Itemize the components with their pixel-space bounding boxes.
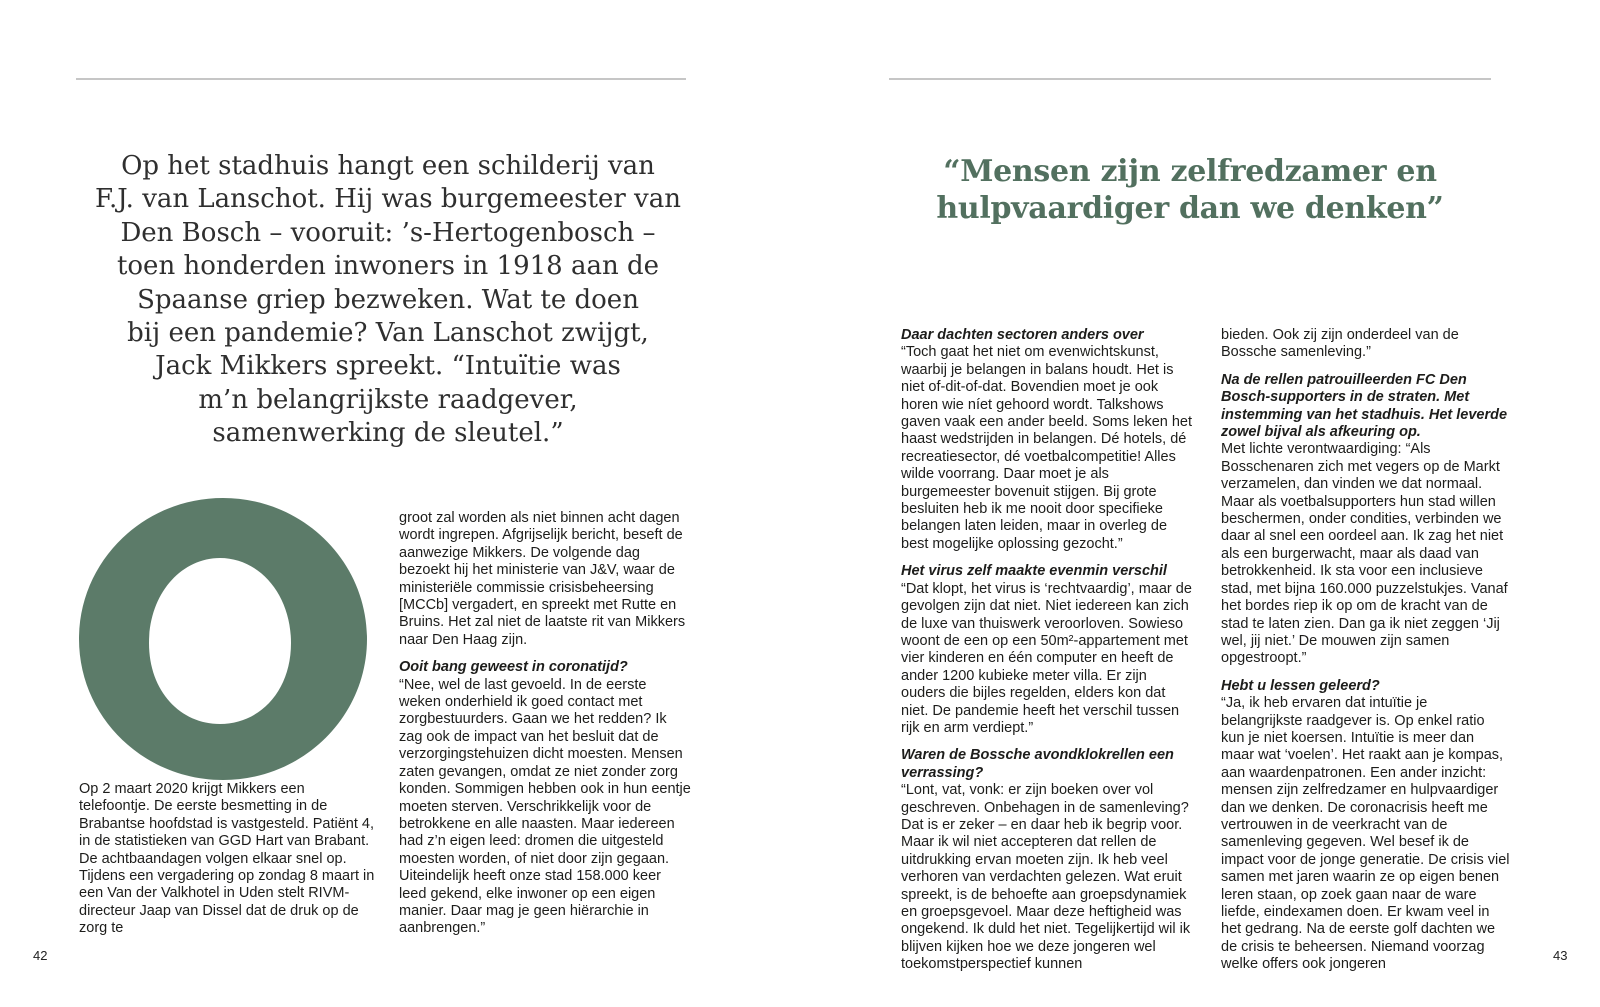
headline-line: “Mensen zijn zelfredzamer en	[943, 154, 1437, 189]
body-paragraph: Met lichte verontwaardiging: “Als Bosschenaren zich met vegers op de Markt verzamelen, dan vinden we dat normaal. Maar als voetbalsupporters hun stad willen beschermen, onder condities, verbinden we daar al snel een oordeel aan. Ik zag het niet als een burgerwacht, maar als daad van betrokkenheid. Ik sta voor een inclusieve stad, met bijna 160.000 puzzelstukjes. Vanaf het bordes riep ik op om de kracht van de stad te laten zien. Dan ga ik niet zeggen ‘Jij wel, jij niet.’ De mouwen zijn samen opgestroopt.”	[1221, 441, 1508, 667]
pull-quote-line: Spaanse griep bezweken. Wat te doen	[137, 284, 639, 315]
section-heading: Het virus zelf maakte evenmin verschil	[901, 563, 1167, 580]
body-paragraph: “Ja, ik heb ervaren dat intuïtie je belangrijkste raadgever is. Op enkel ratio kun je niet koersen. Intuïtie is meer dan maar wat ‘voelen’. Het raakt aan je kompas, aan waardenpatronen. Een ander inzicht: mensen zijn zelfredzamer en hulpvaardiger dan we denken. De coronacrisis heeft me vertrouwen in de veerkracht van de samenleving gegeven. Wel besef ik de impact voor de jonge generatie. De crisis viel samen met jaren waarin ze op eigen benen leren staan, op zoek gaan naar de ware liefde, eindexamen doen. Er kwam veel in het gedrang. Na de eerste golf dachten we de crisis te beheersen. Niemand voorzag welke offers ook jongeren	[1221, 695, 1510, 973]
pull-quote-line: Op het stadhuis hangt een schilderij van	[121, 151, 655, 181]
pull-quote-line: Den Bosch – vooruit: ’s-Hertogenbosch –	[120, 217, 656, 248]
section-heading: Daar dachten sectoren anders over	[901, 327, 1144, 343]
lead-in-paragraph: Na de rellen patrouilleerden FC Den Bosch-supporters in de straten. Met instemming van het stadhuis. Het leverde zowel bijval als afkeuring op.	[1221, 371, 1508, 441]
page-number-42: 42	[33, 948, 48, 963]
body-paragraph: “Toch gaat het niet om evenwichtskunst, waarbij je belangen in balans houdt. Het is niet of-dit-of-dat. Bovendien moet je ook horen wie níet gehoord wordt. Talkshows gaven vaak een ander beeld. Soms leken het haast wedstrijden in belangen. Dé hotels, dé recreatiesector, dé voetbalcompetitie! Alles wilde voorrang. Daar moet je als burgemeester bovenuit stijgen. Bij grote besluiten heb ik me nooit door specifieke belangen laten leiden, maar in overleg de best mogelijke oplossing gezocht.”	[901, 344, 1193, 552]
intro-paragraph: Op 2 maart 2020 krijgt Mikkers een telefoontje. De eerste besmetting in de Brabantse hoofdstad is vastgesteld. Patiënt 4, in de statistieken van GGD Hart van Brabant. De achtbaandagen volgen elkaar snel op. Tijdens een vergadering op zondag 8 maart in een Van der Valkhotel in Uden stelt RIVM-directeur Jaap van Dissel dat de druk op de zorg te	[79, 781, 375, 937]
dropcap-o-graphic	[79, 498, 367, 785]
section-heading: Waren de Bossche avondklokrellen een verrassing?	[901, 747, 1174, 781]
section-heading: Ooit bang geweest in coronatijd?	[399, 659, 628, 676]
pull-quote-line: F.J. van Lanschot. Hij was burgemeester van	[95, 184, 681, 215]
left-page-column-2	[399, 510, 692, 938]
pull-quote	[73, 150, 703, 451]
pull-quote-line: Jack Mikkers spreekt. “Intuïtie was	[155, 351, 621, 382]
body-paragraph: “Nee, wel de last gevoeld. In de eerste weken onderhield ik goed contact met zorgbestuurders. Gaan we het redden? Ik zag ook de impact van het besluit dat de verzorgingstehuizen dicht moesten. Mensen zaten gevangen, omdat ze niet zonder zorg konden. Sommigen hebben ook in hun eentje moeten sterven. Verschrikkelijk voor de betrokkene en alle naasten. Maar iedereen had z’n eigen leed: dromen die uitgesteld moesten worden, of niet door zijn gegaan. Uiteindelijk heeft onze stad 158.000 keer leed gekend, elke inwoner op een eigen manier. Daar mag je geen hiërarchie in aanbrengen.”	[399, 676, 691, 937]
pull-quote-line: m’n belangrijkste raadgever,	[198, 384, 578, 415]
right-page-column-2	[1221, 327, 1510, 974]
body-paragraph: “Lont, vat, vonk: er zijn boeken over vol geschreven. Onbehagen in de samenleving? Dat is er zeker – en daar heb ik begrip voor. Maar ik wil niet accepteren dat rellen de uitdrukking ervan moeten zijn. Ik heb veel verhoren van verdachten gelezen. Wat eruit spreekt, is de behoefte aan groepsdynamiek en groepsgevoel. Maar deze heftigheid was ongekend. Ik duld het niet. Tegelijkertijd wil ik blijven kijken hoe we deze jongeren wel toekomstperspectief kunnen	[901, 782, 1191, 973]
headline-line: hulpvaardiger dan we denken”	[936, 191, 1444, 226]
left-page-column-1	[79, 781, 379, 938]
pull-quote-line: samenwerking de sleutel.”	[212, 418, 564, 449]
pull-quote-line: bij een pandemie? Van Lanschot zwijgt,	[127, 318, 649, 349]
body-paragraph: groot zal worden als niet binnen acht dagen wordt ingrepen. Afgrijselijk bericht, beseft de aanwezige Mikkers. De volgende dag bezoekt hij het ministerie van J&V, waar de ministeriële commissie crisisbeheersing [MCCb] vergadert, en spreekt met Rutte en Bruins. Het zal niet de laatste rit van Mikkers naar Den Haag zijn.	[399, 510, 686, 648]
page-number-43: 43	[1553, 948, 1568, 963]
section-heading: Hebt u lessen geleerd?	[1221, 677, 1380, 694]
pull-quote-line: toen honderden inwoners in 1918 aan de	[116, 251, 660, 282]
body-paragraph: bieden. Ook zij zijn onderdeel van de Bossche samenleving.”	[1221, 327, 1459, 361]
left-page-top-rule	[76, 78, 686, 80]
right-page-column-1	[901, 327, 1195, 974]
headline-quote	[889, 153, 1491, 227]
right-page-top-rule	[889, 78, 1491, 80]
body-paragraph: “Dat klopt, het virus is ‘rechtvaardig’, maar de gevolgen zijn dat niet. Niet iedereen kan zich de luxe van thuiswerk veroorloven. Sowieso woont de een op een 50m²-appartement met vier kinderen en één computer en heeft de ander 1200 kubieke meter villa. Er zijn ouders die bijles regelden, elders kon dat niet. De pandemie heeft het verschil tussen rijk en arm verdiept.”	[901, 580, 1192, 736]
